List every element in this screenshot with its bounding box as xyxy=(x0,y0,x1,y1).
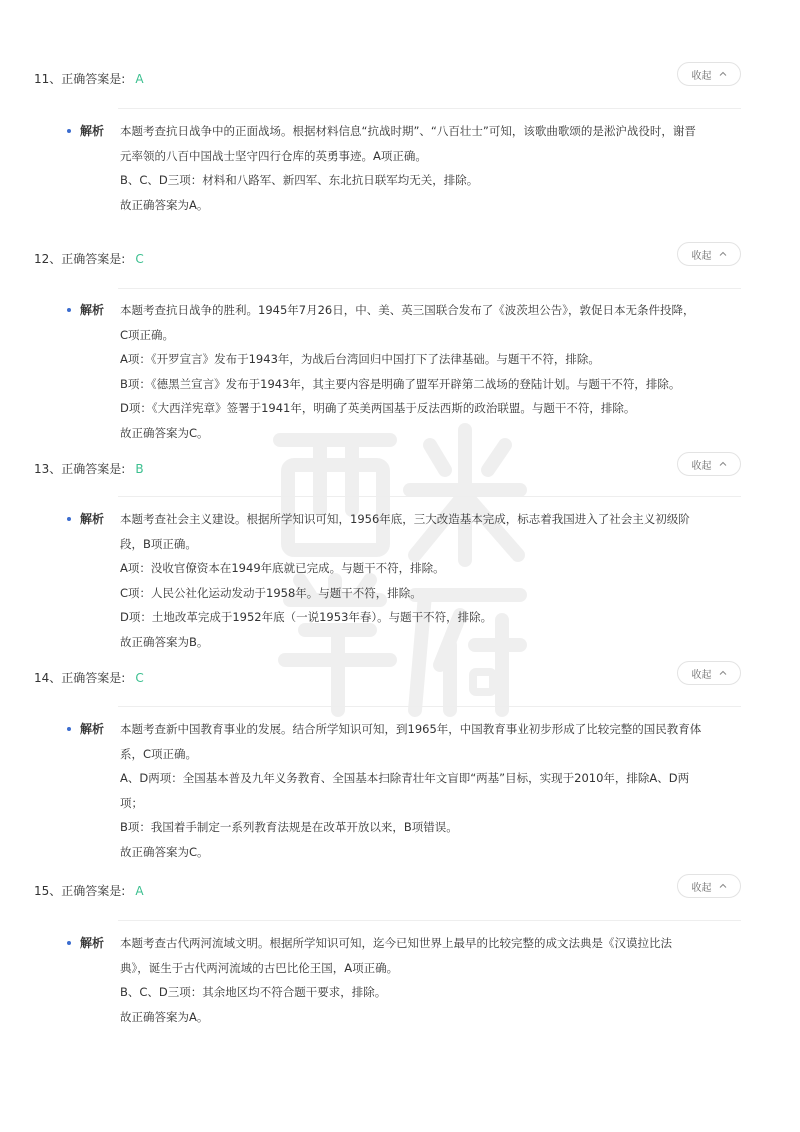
section-divider xyxy=(118,920,741,921)
collapse-button[interactable] xyxy=(677,452,741,476)
analysis-line: 项； xyxy=(120,795,143,810)
collapse-button[interactable] xyxy=(677,62,741,86)
section-divider xyxy=(118,496,741,497)
collapse-button[interactable] xyxy=(677,242,741,266)
analysis-line: 故正确答案为A。 xyxy=(120,197,209,212)
analysis-line: C项：人民公社化运动发动于1958年。与题干不符，排除。 xyxy=(120,585,422,600)
section-divider xyxy=(118,108,741,109)
question-header xyxy=(0,874,800,910)
analysis-line: 元率领的八百中国战士坚守四行仓库的英勇事迹。A项正确。 xyxy=(120,148,427,163)
bullet-dot xyxy=(67,308,71,312)
question-title xyxy=(34,461,144,477)
analysis-line: A项：《开罗宣言》发布于1943年，为战后台湾回归中国打下了法律基础。与题干不符，排除。 xyxy=(120,352,600,366)
question-header xyxy=(0,452,800,488)
analysis-line: 本题考查抗日战争的胜利。1945年7月26日，中、美、英三国联合发布了《波茨坦公告》，敦促日本无条件投降， xyxy=(120,303,695,317)
bullet-dot xyxy=(67,129,71,133)
analysis-line: A项：没收官僚资本在1949年底就已完成。与题干不符，排除。 xyxy=(120,561,445,575)
analysis-label: 解析 xyxy=(80,722,105,736)
collapse-button[interactable] xyxy=(677,874,741,898)
question-title xyxy=(34,71,144,87)
analysis-line: 本题考查新中国教育事业的发展。结合所学知识可知，到1965年，中国教育事业初步形成了比较完整的国民教育体 xyxy=(120,722,702,736)
analysis-line: 系，C项正确。 xyxy=(120,746,198,761)
collapse-button[interactable] xyxy=(677,661,741,685)
chevron-up-icon xyxy=(719,669,727,677)
bullet-dot xyxy=(67,941,71,945)
analysis-line: B、C、D三项：材料和八路军、新四军、东北抗日联军均无关，排除。 xyxy=(120,173,479,187)
analysis-line: 故正确答案为C。 xyxy=(120,425,209,440)
section-divider xyxy=(118,288,741,289)
collapse-button-label: 收起 xyxy=(691,250,712,262)
correct-answer: A xyxy=(135,884,144,898)
question-title xyxy=(34,883,144,899)
analysis-line: A、D两项：全国基本普及九年义务教育、全国基本扫除青壮年文盲即“两基”目标，实现于2010年，排除A、D两 xyxy=(120,771,690,785)
analysis-label: 解析 xyxy=(80,303,105,317)
analysis-line: 典》，诞生于古代两河流域的古巴比伦王国，A项正确。 xyxy=(120,960,399,975)
question-header xyxy=(0,242,800,278)
analysis-label: 解析 xyxy=(80,512,105,526)
analysis-line: 故正确答案为C。 xyxy=(120,844,209,859)
analysis-line: 本题考查古代两河流域文明。根据所学知识可知，迄今已知世界上最早的比较完整的成文法典是《汉谟拉比法 xyxy=(120,936,672,950)
chevron-up-icon xyxy=(719,460,727,468)
bullet-dot xyxy=(67,727,71,731)
correct-answer: C xyxy=(135,671,144,685)
analysis-line: D项：土地改革完成于1952年底（一说1953年春）。与题干不符，排除。 xyxy=(120,610,493,624)
question-number-label: 15、正确答案是: xyxy=(34,884,126,898)
chevron-up-icon xyxy=(719,882,727,890)
bullet-dot xyxy=(67,517,71,521)
collapse-button-label: 收起 xyxy=(691,669,712,681)
analysis-line: 故正确答案为A。 xyxy=(120,1009,209,1024)
chevron-up-icon xyxy=(719,250,727,258)
correct-answer: C xyxy=(135,252,144,266)
analysis-line: 故正确答案为B。 xyxy=(120,634,209,649)
analysis-line: C项正确。 xyxy=(120,327,175,342)
question-number-label: 14、正确答案是: xyxy=(34,671,126,685)
question-header xyxy=(0,661,800,697)
analysis-label: 解析 xyxy=(80,124,105,138)
chevron-up-icon xyxy=(719,70,727,78)
analysis-line: 本题考查抗日战争中的正面战场。根据材料信息“抗战时期”、“八百壮士”可知，该歌曲歌颂的是淞沪战役时，谢晋 xyxy=(120,124,696,138)
analysis-line: 本题考查社会主义建设。根据所学知识可知，1956年底，三大改造基本完成，标志着我国进入了社会主义初级阶 xyxy=(120,512,690,526)
analysis-line: B、C、D三项：其余地区均不符合题干要求，排除。 xyxy=(120,985,387,999)
correct-answer: A xyxy=(135,72,144,86)
question-header xyxy=(0,62,800,98)
question-title xyxy=(34,251,144,267)
correct-answer: B xyxy=(135,462,144,476)
analysis-label: 解析 xyxy=(80,936,105,950)
analysis-line: 段，B项正确。 xyxy=(120,536,197,551)
analysis-line: D项：《大西洋宪章》签署于1941年，明确了英美两国基于反法西斯的政治联盟。与题干不符，排除。 xyxy=(120,401,636,415)
section-divider xyxy=(118,706,741,707)
question-number-label: 13、正确答案是: xyxy=(34,462,126,476)
analysis-line: B项：《德黑兰宣言》发布于1943年，其主要内容是明确了盟军开辟第二战场的登陆计划。与题干不符，排除。 xyxy=(120,376,681,391)
question-title xyxy=(34,670,144,686)
question-number-label: 11、正确答案是: xyxy=(34,72,126,86)
analysis-line: B项：我国着手制定一系列教育法规是在改革开放以来，B项错误。 xyxy=(120,820,458,834)
collapse-button-label: 收起 xyxy=(691,70,712,82)
question-number-label: 12、正确答案是: xyxy=(34,252,126,266)
collapse-button-label: 收起 xyxy=(691,460,712,472)
collapse-button-label: 收起 xyxy=(691,882,712,894)
